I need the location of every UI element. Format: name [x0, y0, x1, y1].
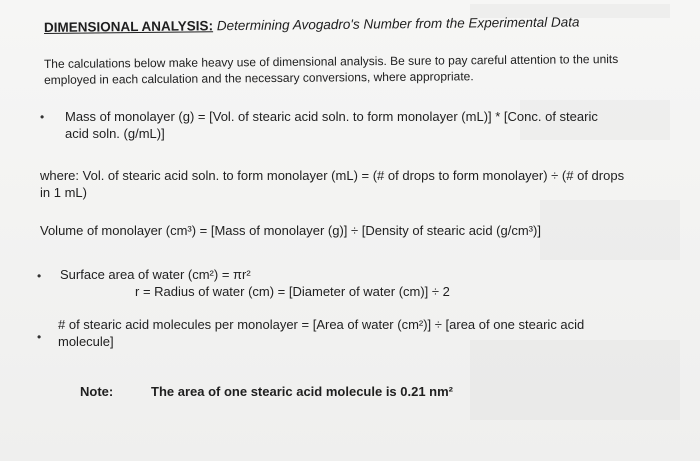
volume-formula: Volume of monolayer (cm³) = [Mass of monolayer (g)] ÷ [Density of stearic acid (g/cm³)] [40, 223, 541, 238]
bullet-marker: • [40, 110, 45, 124]
bullet-marker: • [37, 269, 42, 283]
intro-paragraph: The calculations below make heavy use of dimensional analysis. Be sure to pay careful attention to the units employed in each calculation and the necessary conversions, where appropriate. [43, 51, 619, 87]
note-label: Note: [80, 384, 114, 399]
bleed-through-shade [470, 340, 680, 420]
surface-area-formula: Surface area of water (cm²) = πr² [60, 267, 251, 282]
mass-monolayer-formula: Mass of monolayer (g) = [Vol. of stearic acid soln. to form monolayer (mL)] * [Conc. of stearic acid soln. (g/mL)] [65, 109, 598, 141]
where-paragraph: where: Vol. of stearic acid soln. to form monolayer (mL) = (# of drops to form monolayer) ÷ (# of drops in 1 mL) [40, 168, 625, 200]
note-text: The area of one stearic acid molecule is 0.21 nm² [151, 384, 454, 399]
page-title [44, 14, 580, 35]
title-heading: DIMENSIONAL ANALYSIS: [43, 18, 214, 35]
molecules-per-monolayer-formula: # of stearic acid molecules per monolayer = [Area of water (cm²)] ÷ [area of one stearic acid molecule] [58, 317, 585, 349]
bullet-marker: • [37, 330, 42, 344]
radius-formula: r = Radius of water (cm) = [Diameter of water (cm)] ÷ 2 [135, 284, 450, 299]
title-subtitle: Determining Avogadro's Number from the Experimental Data [216, 14, 580, 34]
